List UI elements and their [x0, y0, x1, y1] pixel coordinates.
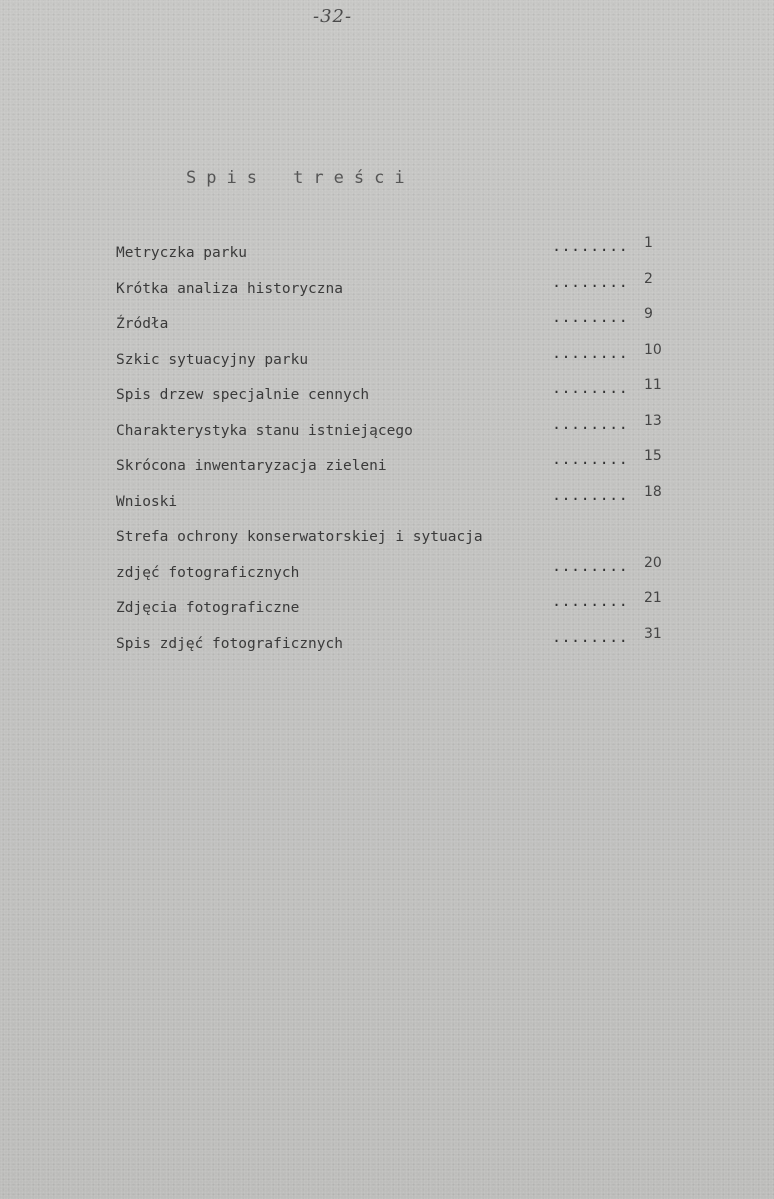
toc-entry-title: Metryczka parku [116, 245, 247, 261]
toc-entry-page: 11 [644, 377, 662, 393]
toc-entry-page: 10 [644, 341, 662, 358]
toc-entry-title: Spis drzew specjalnie cennych [116, 387, 370, 403]
toc-leader-dots: ........ [552, 414, 629, 433]
toc-entry-title: Źródła [116, 316, 169, 332]
toc-entry-title: Wnioski [116, 493, 178, 510]
toc-entry-page: 1 [644, 235, 653, 251]
toc-entry-title: Spis zdjęć fotograficznych [116, 635, 343, 652]
toc-entry-page: 21 [644, 590, 662, 606]
toc-entry [116, 554, 686, 594]
toc-entry-title: Strefa ochrony konserwatorskiej i sytuacja [116, 529, 483, 545]
toc-entry-title: Zdjęcia fotograficzne [116, 600, 300, 616]
toc-entry [116, 341, 686, 381]
toc-entry [116, 412, 686, 452]
toc-entry-title: Szkic sytuacyjny parku [116, 351, 309, 368]
toc-leader-dots: ........ [552, 592, 629, 610]
toc-entry-title: zdjęć fotograficznych [116, 564, 300, 581]
toc-leader-dots: ........ [552, 485, 629, 504]
toc-entry [116, 448, 686, 487]
toc-heading: Spis treści [186, 168, 415, 188]
toc-leader-dots: ........ [552, 627, 629, 646]
toc-entry-page: 13 [644, 412, 662, 429]
toc-leader-dots: ........ [552, 379, 629, 397]
toc-entry [116, 483, 686, 523]
toc-entry [116, 235, 686, 274]
toc-entry [116, 522, 686, 558]
toc-leader-dots: ........ [552, 343, 629, 362]
toc-entry-page: 9 [644, 306, 653, 322]
toc-entry-title: Charakterystyka stanu istniejącego [116, 422, 413, 439]
toc-leader-dots: ........ [552, 272, 629, 291]
toc-leader-dots: ........ [552, 308, 629, 326]
toc-entry-title: Skrócona inwentaryzacja zieleni [116, 458, 387, 474]
toc-entry-page: 18 [644, 483, 662, 500]
toc-entry-page: 15 [644, 448, 662, 464]
toc-entry-title: Krótka analiza historyczna [116, 280, 343, 297]
toc-leader-dots: ........ [552, 556, 629, 575]
table-of-contents [116, 235, 686, 664]
toc-leader-dots: ........ [552, 237, 629, 255]
toc-entry [116, 625, 686, 665]
toc-entry-page: 2 [644, 270, 653, 287]
toc-entry [116, 377, 686, 416]
toc-entry [116, 590, 686, 629]
toc-entry-page: 20 [644, 554, 662, 571]
page-number: -32- [313, 6, 353, 27]
toc-entry [116, 306, 686, 345]
toc-leader-dots: ........ [552, 450, 629, 468]
toc-entry-page: 31 [644, 625, 662, 642]
toc-entry [116, 270, 686, 310]
